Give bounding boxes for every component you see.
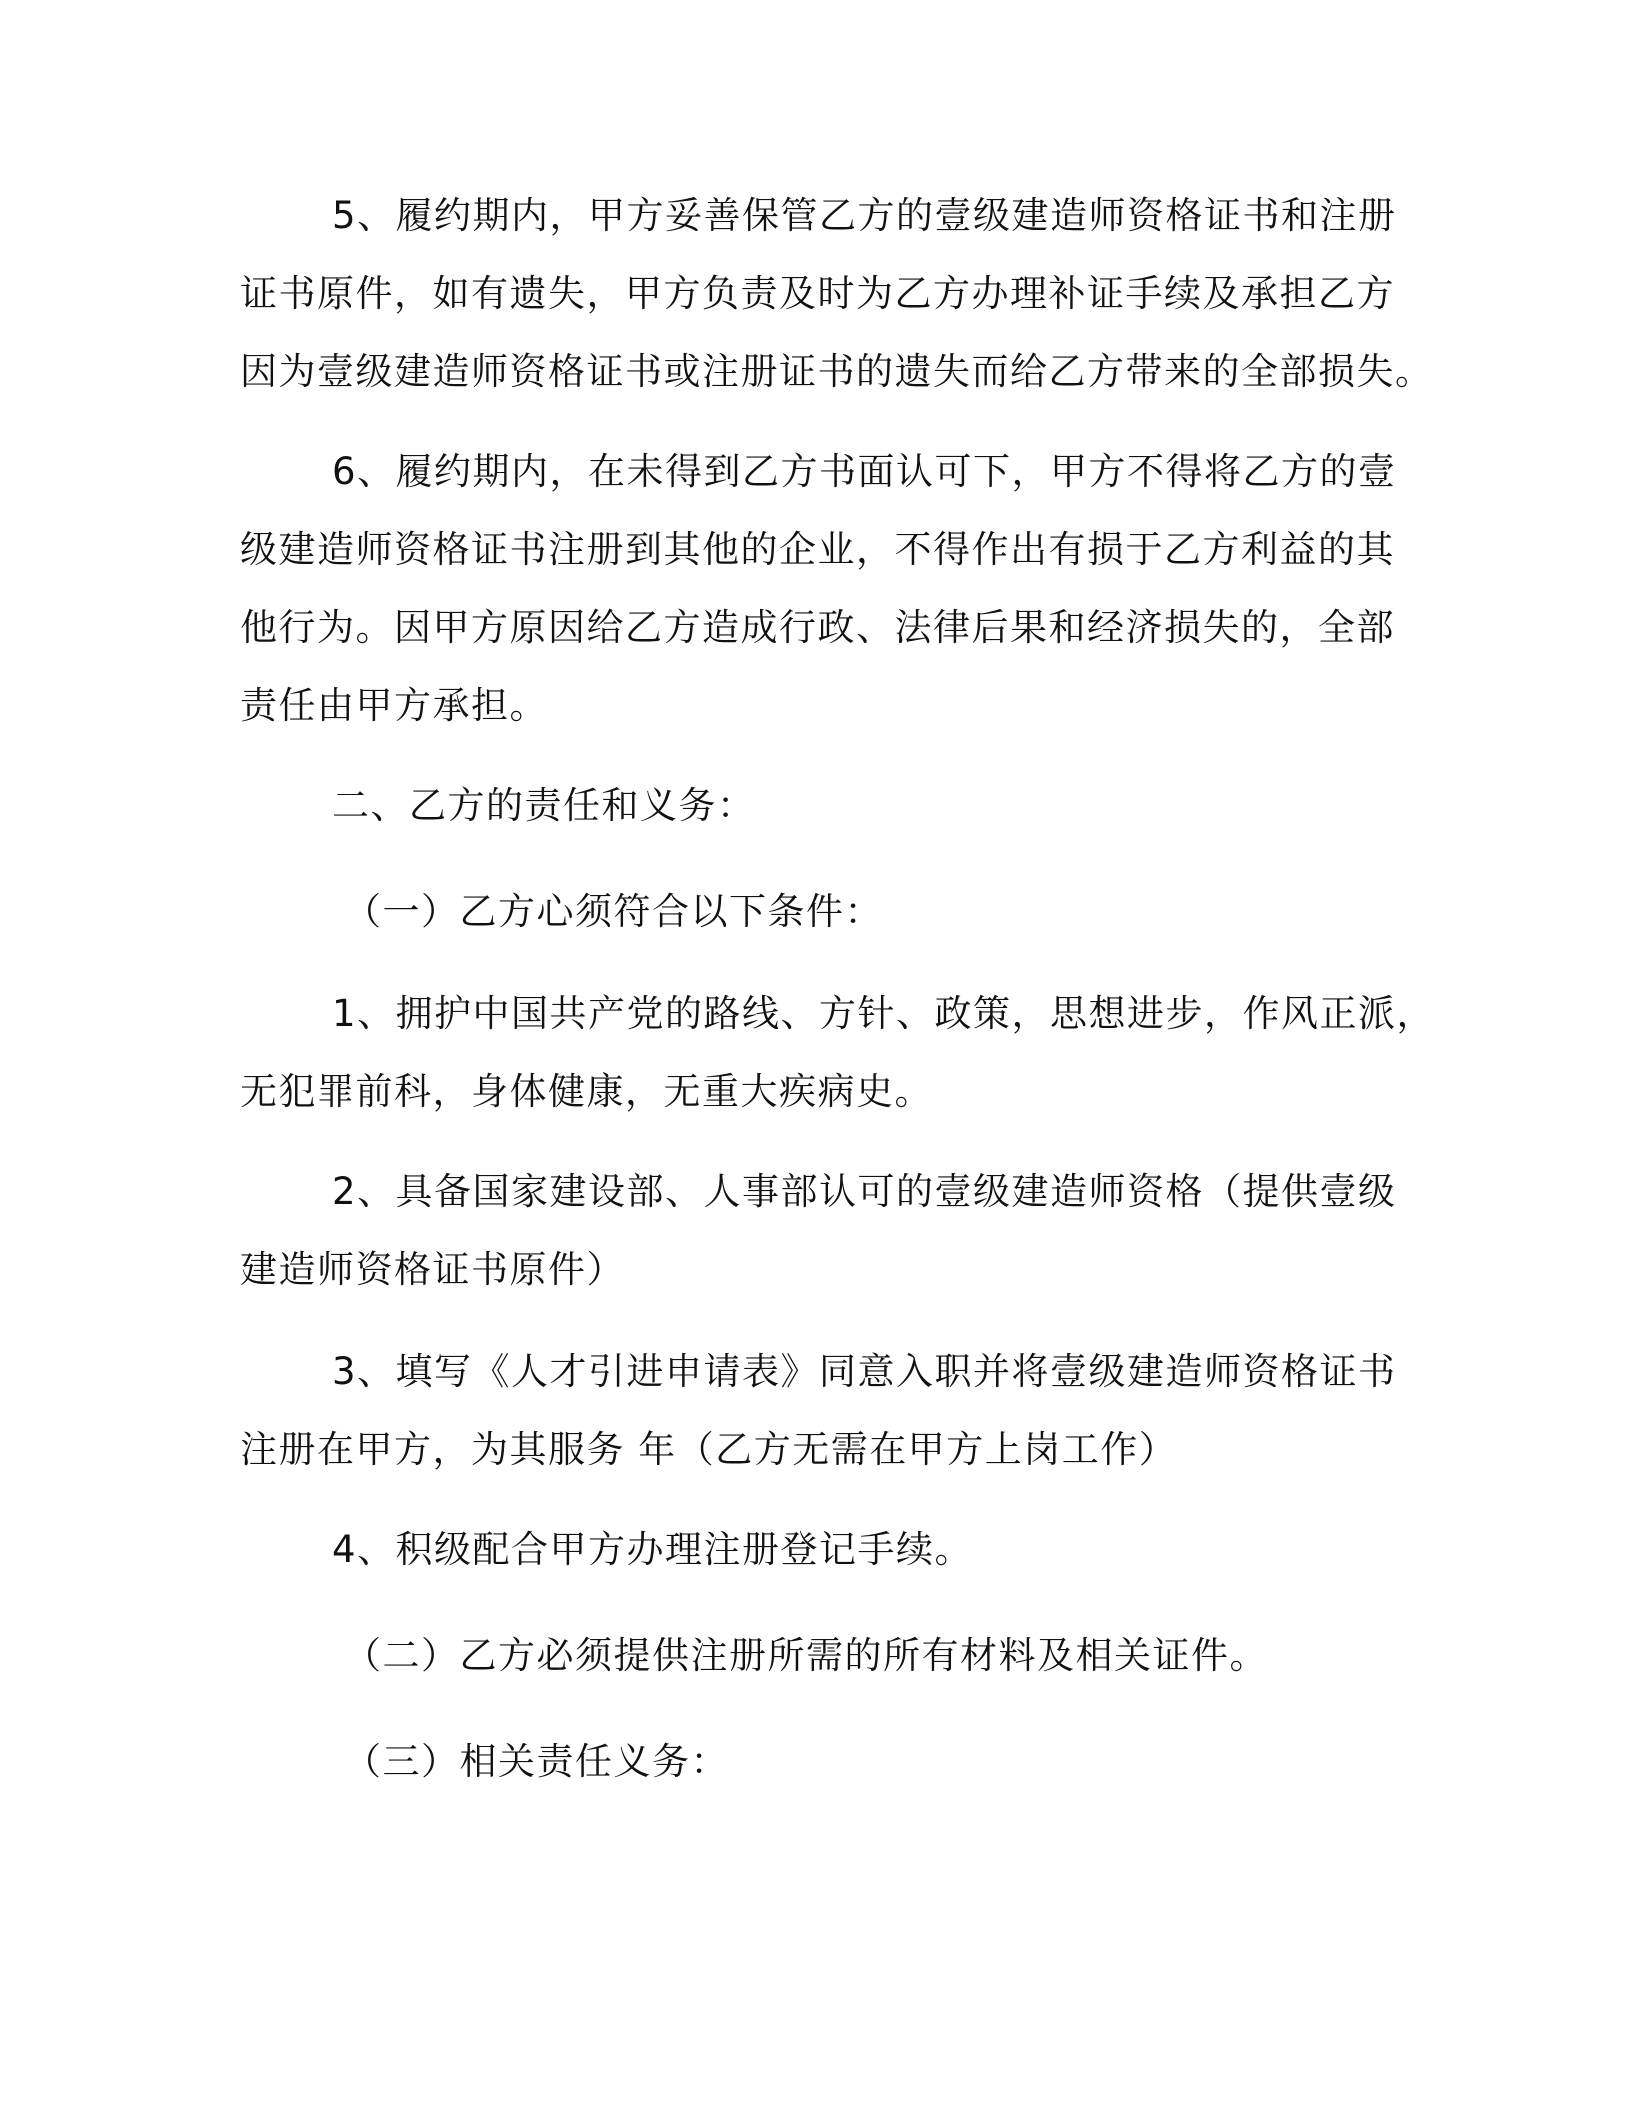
text-line: 责任由甲方承担。 [240,684,548,727]
text-line: 1、拥护中国共产党的路线、方针、政策，思想进步，作风正派， [332,992,1436,1035]
text-line: 级建造师资格证书注册到其他的企业，不得作出有损于乙方利益的其 [240,528,1395,571]
text-line: 5、履约期内，甲方妥善保管乙方的壹级建造师资格证书和注册 [332,194,1397,237]
text-line: 无犯罪前科，身体健康，无重大疾病史。 [240,1070,933,1113]
subsection-heading: （一）乙方心须符合以下条件： [344,890,883,933]
text-line: 6、履约期内，在未得到乙方书面认可下，甲方不得将乙方的壹 [332,450,1397,493]
text-line: 建造师资格证书原件） [240,1248,625,1291]
text-line: 证书原件，如有遗失，甲方负责及时为乙方办理补证手续及承担乙方 [240,272,1395,315]
text-line: 他行为。因甲方原因给乙方造成行政、法律后果和经济损失的，全部 [240,606,1395,649]
subsection-heading: （三）相关责任义务： [344,1740,729,1783]
text-line: 3、填写《人才引进申请表》同意入职并将壹级建造师资格证书 [332,1350,1397,1393]
paragraph-condition-4: 4、积级配合甲方办理注册登记手续。 [332,1528,974,1571]
text-line: 2、具备国家建设部、人事部认可的壹级建造师资格（提供壹级 [332,1170,1397,1213]
subsection-heading: （二）乙方必须提供注册所需的所有材料及相关证件。 [344,1634,1268,1677]
text-line: 因为壹级建造师资格证书或注册证书的遗失而给乙方带来的全部损失。 [240,350,1434,393]
text-line: 注册在甲方，为其服务 年（乙方无需在甲方上岗工作） [240,1428,1178,1471]
section-heading: 二、乙方的责任和义务： [332,784,756,827]
